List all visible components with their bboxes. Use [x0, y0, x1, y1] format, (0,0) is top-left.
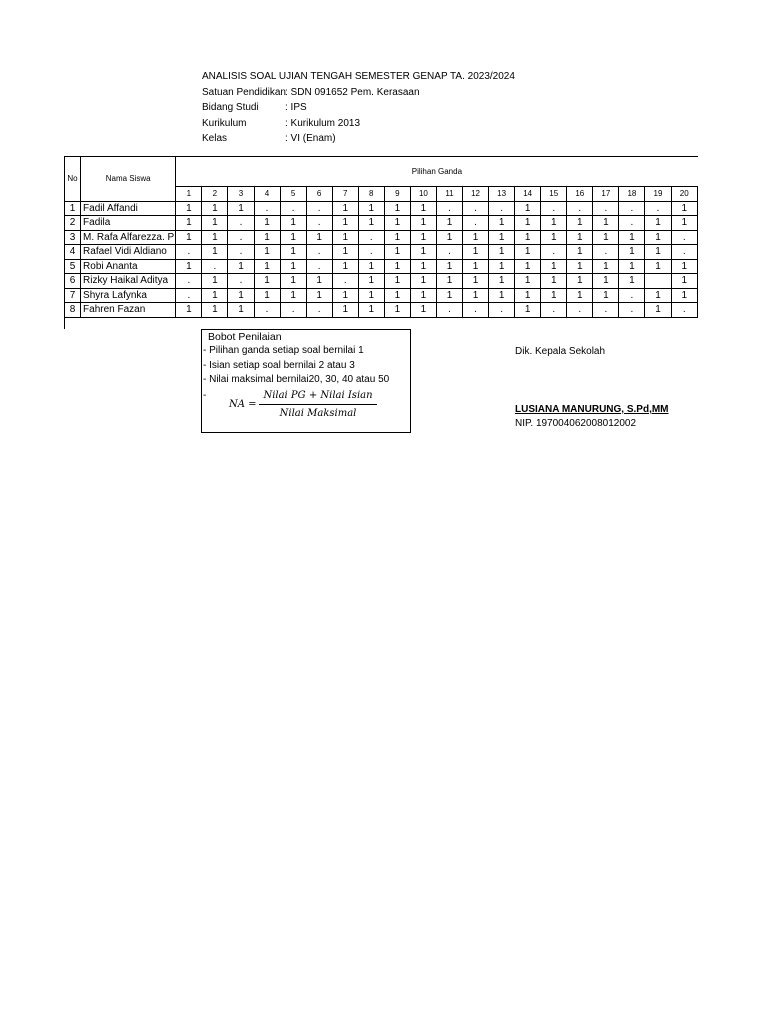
field-value: : VI (Enam)	[285, 133, 336, 144]
score-cell: 1	[358, 303, 384, 318]
score-cell: 1	[436, 259, 462, 274]
score-cell: .	[541, 245, 567, 260]
score-cell: 1	[645, 216, 671, 231]
table-row	[65, 274, 698, 289]
score-cell: .	[228, 245, 254, 260]
score-cell: .	[176, 288, 202, 303]
table-row	[65, 230, 698, 245]
score-cell: .	[593, 245, 619, 260]
table-row	[65, 259, 698, 274]
score-cell: 1	[202, 230, 228, 245]
score-cell: 1	[410, 288, 436, 303]
score-cell: 1	[254, 216, 280, 231]
score-cell: 1	[358, 259, 384, 274]
score-cell: .	[306, 259, 332, 274]
na-formula	[202, 387, 410, 427]
score-cell: .	[463, 303, 489, 318]
score-cell: 1	[463, 288, 489, 303]
score-cell: 1	[515, 216, 541, 231]
score-cell: 1	[384, 216, 410, 231]
score-cell: 1	[410, 216, 436, 231]
row-number: 8	[65, 303, 81, 318]
score-cell: .	[332, 274, 358, 289]
score-cell: 1	[645, 230, 671, 245]
question-number-header: 15	[541, 187, 567, 202]
formula-denominator: Nilai Maksimal	[279, 408, 357, 419]
score-cell: .	[306, 216, 332, 231]
score-cell: 1	[489, 259, 515, 274]
score-cell: 1	[619, 274, 645, 289]
score-cell: .	[436, 303, 462, 318]
score-cell: 1	[436, 216, 462, 231]
field-label: Kelas	[202, 133, 228, 144]
field-label: Bidang Studi	[202, 102, 259, 113]
score-cell: 1	[619, 259, 645, 274]
score-cell: .	[228, 216, 254, 231]
question-number-header: 6	[306, 187, 332, 202]
score-cell: 1	[280, 245, 306, 260]
score-cell	[645, 274, 671, 289]
score-cell: 1	[515, 245, 541, 260]
formula-numerator: Nilai PG + Nilai Isian	[263, 390, 373, 401]
question-number-header: 17	[593, 187, 619, 202]
formula-fraction	[259, 389, 377, 420]
col-no-header: No	[65, 157, 81, 202]
score-cell: 1	[489, 245, 515, 260]
score-cell: 1	[593, 274, 619, 289]
score-cell: .	[176, 274, 202, 289]
question-number-header: 16	[567, 187, 593, 202]
question-number-header: 7	[332, 187, 358, 202]
score-cell: 1	[567, 230, 593, 245]
score-cell: 1	[436, 274, 462, 289]
col-name-header: Nama Siswa	[81, 157, 176, 202]
score-cell: 1	[410, 259, 436, 274]
score-cell: 1	[541, 216, 567, 231]
score-cell: 1	[384, 245, 410, 260]
score-cell: 1	[463, 274, 489, 289]
question-number-header: 12	[463, 187, 489, 202]
table-header-row	[65, 157, 698, 187]
score-cell: .	[541, 201, 567, 216]
score-cell: 1	[541, 274, 567, 289]
score-cell: 1	[202, 274, 228, 289]
score-cell: .	[593, 303, 619, 318]
score-cell: .	[358, 230, 384, 245]
score-cell: .	[489, 201, 515, 216]
score-cell: 1	[619, 245, 645, 260]
score-cell: 1	[202, 245, 228, 260]
field-value: : Kurikulum 2013	[285, 117, 361, 129]
score-cell: .	[202, 259, 228, 274]
score-cell: 1	[254, 288, 280, 303]
score-cell: 1	[489, 230, 515, 245]
field-value: : SDN 091652 Pem. Kerasaan	[285, 86, 420, 98]
score-cell: .	[593, 201, 619, 216]
row-number: 4	[65, 245, 81, 260]
score-cell: 1	[463, 259, 489, 274]
score-cell: 1	[645, 303, 671, 318]
score-cell: .	[619, 288, 645, 303]
score-cell: 1	[176, 201, 202, 216]
row-number: 3	[65, 230, 81, 245]
score-cell: 1	[280, 216, 306, 231]
score-cell: 1	[384, 259, 410, 274]
student-name: Rafael Vidi Aldiano	[81, 245, 176, 260]
field-value: : IPS	[285, 102, 307, 113]
document-title: ANALISIS SOAL UJIAN TENGAH SEMESTER GENAP TA. 2023/2024	[202, 71, 515, 82]
score-cell: 1	[176, 259, 202, 274]
score-cell: .	[489, 303, 515, 318]
score-cell: 1	[436, 288, 462, 303]
score-cell: 1	[384, 288, 410, 303]
score-cell: 1	[489, 216, 515, 231]
score-cell: 1	[671, 274, 698, 289]
score-cell: .	[306, 245, 332, 260]
header-field-satuan	[202, 85, 515, 101]
question-number-header: 1	[176, 187, 202, 202]
formula-lhs: NA =	[229, 399, 257, 410]
score-cell: 1	[410, 230, 436, 245]
score-cell: 1	[567, 274, 593, 289]
score-cell: 1	[645, 245, 671, 260]
question-number-header: 20	[671, 187, 698, 202]
score-cell: 1	[463, 245, 489, 260]
score-cell: .	[463, 201, 489, 216]
score-cell: 1	[228, 259, 254, 274]
score-table	[64, 156, 698, 318]
score-cell: 1	[384, 274, 410, 289]
score-cell: 1	[280, 259, 306, 274]
bobot-line: - Nilai maksimal bernilai20, 30, 40 atau 50	[203, 374, 390, 385]
score-cell: 1	[228, 201, 254, 216]
table-row	[65, 201, 698, 216]
bobot-line: - Isian setiap soal bernilai 2 atau 3	[203, 359, 355, 371]
fraction-bar	[259, 404, 377, 405]
score-cell: 1	[228, 288, 254, 303]
table-tail-line	[64, 315, 65, 329]
score-cell: 1	[332, 288, 358, 303]
score-cell: 1	[358, 216, 384, 231]
score-cell: .	[671, 245, 698, 260]
score-cell: .	[671, 303, 698, 318]
score-cell: 1	[280, 274, 306, 289]
signature-nip: NIP. 197004062008012002	[515, 418, 637, 429]
bobot-title: Bobot Penilaian	[208, 331, 282, 343]
score-cell: 1	[254, 259, 280, 274]
score-cell: 1	[202, 201, 228, 216]
score-cell: 1	[410, 303, 436, 318]
signature-title: Dik. Kepala Sekolah	[515, 346, 606, 357]
score-cell: 1	[358, 288, 384, 303]
row-number: 6	[65, 274, 81, 289]
student-name: Fadil Affandi	[81, 201, 176, 216]
score-cell: .	[358, 245, 384, 260]
score-cell: .	[541, 303, 567, 318]
question-number-header: 11	[436, 187, 462, 202]
header-field-bidang	[202, 100, 515, 116]
score-cell: 1	[515, 303, 541, 318]
score-cell: 1	[567, 216, 593, 231]
score-cell: .	[619, 303, 645, 318]
score-cell: 1	[515, 274, 541, 289]
score-cell: 1	[202, 216, 228, 231]
bobot-box	[201, 329, 411, 433]
score-cell: .	[619, 201, 645, 216]
header-field-kurikulum	[202, 116, 515, 132]
score-cell: .	[671, 230, 698, 245]
score-cell: 1	[515, 201, 541, 216]
score-cell: 1	[593, 259, 619, 274]
question-number-header: 18	[619, 187, 645, 202]
score-cell: 1	[567, 288, 593, 303]
score-cell: 1	[619, 230, 645, 245]
score-cell: 1	[202, 288, 228, 303]
score-cell: 1	[645, 259, 671, 274]
score-cell: 1	[332, 245, 358, 260]
score-cell: .	[567, 201, 593, 216]
score-cell: .	[280, 201, 306, 216]
score-cell: 1	[645, 288, 671, 303]
score-cell: .	[619, 216, 645, 231]
score-cell: 1	[489, 274, 515, 289]
score-cell: 1	[202, 303, 228, 318]
score-cell: .	[436, 201, 462, 216]
score-cell: 1	[280, 230, 306, 245]
score-cell: 1	[332, 216, 358, 231]
score-cell: 1	[410, 274, 436, 289]
score-cell: 1	[593, 288, 619, 303]
score-cell: .	[463, 216, 489, 231]
score-cell: .	[567, 303, 593, 318]
score-cell: 1	[671, 259, 698, 274]
question-number-header: 9	[384, 187, 410, 202]
question-number-header: 5	[280, 187, 306, 202]
score-cell: 1	[515, 259, 541, 274]
field-label: Satuan Pendidikan	[202, 86, 286, 98]
score-cell: .	[436, 245, 462, 260]
bobot-line: - Pilihan ganda setiap soal bernilai 1	[203, 345, 364, 356]
score-cell: 1	[384, 201, 410, 216]
score-cell: 1	[515, 288, 541, 303]
row-number: 2	[65, 216, 81, 231]
score-cell: 1	[306, 230, 332, 245]
score-cell: .	[228, 274, 254, 289]
score-cell: 1	[567, 245, 593, 260]
score-cell: 1	[332, 201, 358, 216]
score-cell: 1	[436, 230, 462, 245]
score-cell: 1	[332, 230, 358, 245]
score-cell: 1	[593, 230, 619, 245]
question-number-header: 14	[515, 187, 541, 202]
pilihan-ganda-header: Pilihan Ganda	[176, 157, 698, 187]
score-cell: 1	[463, 230, 489, 245]
score-cell: 1	[541, 288, 567, 303]
score-cell: .	[176, 245, 202, 260]
row-number: 1	[65, 201, 81, 216]
score-cell: .	[306, 303, 332, 318]
student-name: Rizky Haikal Aditya	[81, 274, 176, 289]
table-row	[65, 288, 698, 303]
score-cell: 1	[358, 274, 384, 289]
score-cell: .	[306, 201, 332, 216]
formula-dash: -	[203, 390, 207, 401]
score-cell: 1	[671, 288, 698, 303]
score-cell: 1	[332, 303, 358, 318]
table-row	[65, 245, 698, 260]
score-cell: 1	[541, 259, 567, 274]
header-field-kelas	[202, 131, 515, 147]
score-cell: 1	[384, 230, 410, 245]
score-cell: 1	[567, 259, 593, 274]
student-name: M. Rafa Alfarezza. P	[81, 230, 176, 245]
score-cell: .	[254, 303, 280, 318]
score-cell: 1	[280, 288, 306, 303]
score-cell: 1	[410, 201, 436, 216]
score-cell: 1	[176, 230, 202, 245]
score-cell: .	[228, 230, 254, 245]
row-number: 7	[65, 288, 81, 303]
row-number: 5	[65, 259, 81, 274]
score-cell: 1	[515, 230, 541, 245]
question-number-header: 4	[254, 187, 280, 202]
score-cell: 1	[176, 216, 202, 231]
field-label: Kurikulum	[202, 117, 247, 129]
table-body	[65, 201, 698, 317]
score-cell: .	[254, 201, 280, 216]
score-cell: 1	[254, 274, 280, 289]
question-number-header: 19	[645, 187, 671, 202]
score-cell: 1	[489, 288, 515, 303]
question-number-header: 3	[228, 187, 254, 202]
student-name: Robi Ananta	[81, 259, 176, 274]
question-number-header: 10	[410, 187, 436, 202]
score-cell: 1	[254, 245, 280, 260]
score-cell: 1	[254, 230, 280, 245]
score-cell: 1	[228, 303, 254, 318]
score-cell: 1	[332, 259, 358, 274]
score-cell: 1	[306, 288, 332, 303]
score-cell: 1	[671, 201, 698, 216]
student-name: Shyra Lafynka	[81, 288, 176, 303]
score-cell: 1	[384, 303, 410, 318]
signature-name: LUSIANA MANURUNG, S.Pd,MM	[515, 404, 669, 415]
table-row	[65, 216, 698, 231]
question-number-header: 8	[358, 187, 384, 202]
table-row	[65, 303, 698, 318]
score-cell: 1	[358, 201, 384, 216]
score-cell: 1	[306, 274, 332, 289]
score-cell: 1	[541, 230, 567, 245]
document-header	[202, 69, 515, 147]
student-name: Fadila	[81, 216, 176, 231]
score-cell: 1	[593, 216, 619, 231]
question-number-header: 2	[202, 187, 228, 202]
score-cell: .	[280, 303, 306, 318]
question-number-header: 13	[489, 187, 515, 202]
score-cell: 1	[671, 216, 698, 231]
score-cell: 1	[410, 245, 436, 260]
score-cell: 1	[176, 303, 202, 318]
score-cell: .	[645, 201, 671, 216]
student-name: Fahren Fazan	[81, 303, 176, 318]
